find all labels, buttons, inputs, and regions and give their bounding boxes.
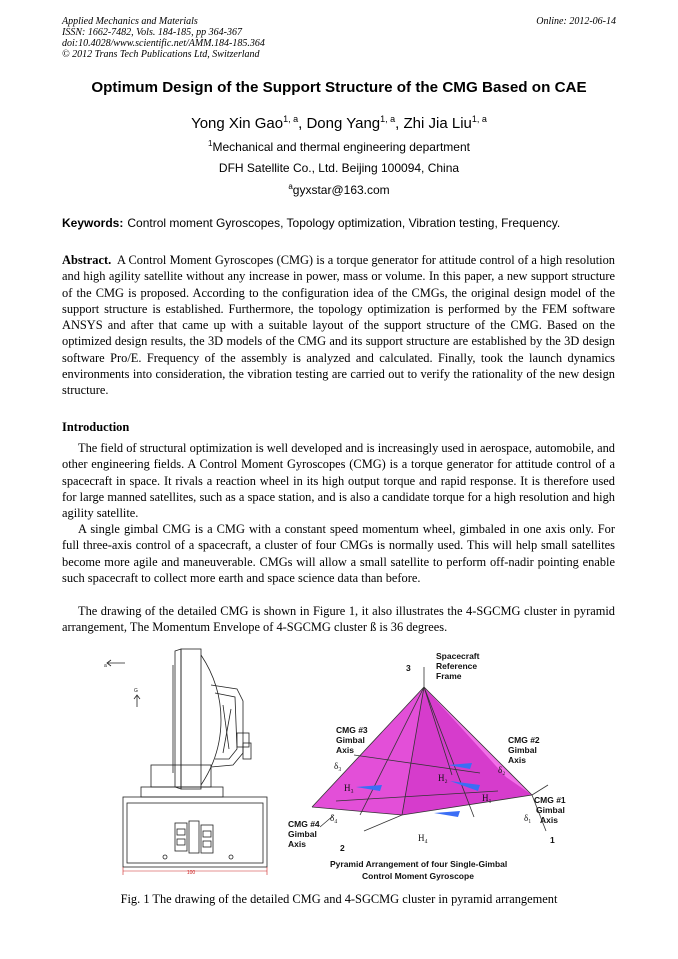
intro-paragraph-3: The drawing of the detailed CMG is shown in Figure 1, it also illustrates the 4-SGCMG cluster in pyramid arrangement, The Momentum Envelope of 4-SGCMG cluster ß is 36 degrees. (62, 604, 615, 635)
cmg1-label: CMG #1 (534, 795, 566, 805)
online-date: Online: 2012-06-14 (536, 16, 616, 27)
section-heading-introduction: Introduction (62, 420, 130, 434)
pyramid-arrangement-diagram (284, 645, 596, 889)
delta1-label: δ₁ (524, 813, 532, 823)
cmg2-axis: Axis (508, 755, 526, 765)
author-sep: , (298, 115, 307, 132)
cmg2-label: CMG #2 (508, 735, 540, 745)
author-sup: 1, a (471, 114, 487, 124)
cmg3-label: CMG #3 (336, 725, 368, 735)
cmg1-gimbal: Gimbal (536, 805, 565, 815)
author-name: Yong Xin Gao (191, 115, 284, 132)
delta4-label: δ₄ (330, 813, 338, 823)
keywords-text: Control moment Gyroscopes, Topology optimization, Vibration testing, Frequency. (127, 216, 561, 230)
cmg2-gimbal: Gimbal (508, 745, 537, 755)
copyright: © 2012 Trans Tech Publications Ltd, Switzerland (62, 49, 260, 60)
affiliation-line1 (40, 139, 638, 154)
email-link[interactable]: gyxstar@163.com (292, 183, 390, 197)
dimension-label: 100 (186, 870, 196, 875)
paper-title: Optimum Design of the Support Structure of the CMG Based on CAE (91, 79, 587, 96)
affiliation-line2: DFH Satellite Co., Ltd. Beijing 100094, China (218, 161, 460, 175)
delta3-label: δ₃ (334, 761, 342, 771)
ref-frame-label-2: Reference (436, 661, 478, 671)
h1-label: H₁ (482, 793, 492, 803)
cmg4-label: CMG #4 (288, 819, 320, 829)
email-sup: a (288, 182, 293, 191)
author-list (40, 114, 638, 132)
affil-text: Mechanical and thermal engineering department (212, 140, 470, 154)
author-sep: , (395, 115, 404, 132)
author-sup: 1, a (283, 114, 299, 124)
ref-axis-number: 3 (406, 663, 411, 673)
cmg4-gimbal: Gimbal (288, 829, 317, 839)
abstract-label: Abstract. (62, 253, 112, 267)
doi: doi:10.4028/www.scientific.net/AMM.184-185.364 (62, 38, 265, 49)
issn: ISSN: 1662-7482, Vols. 184-185, pp 364-367 (62, 27, 242, 38)
delta2-label: δ₂ (498, 765, 506, 775)
cmg1-axis: Axis (540, 815, 558, 825)
axis-number-2: 2 (340, 843, 345, 853)
journal-name: Applied Mechanics and Materials (62, 16, 198, 27)
cmg-detail-drawing (103, 645, 279, 875)
author-name: Dong Yang (306, 115, 381, 132)
keywords (62, 216, 622, 230)
h4-label: H₄ (418, 833, 428, 843)
abstract (62, 252, 615, 399)
author-sup: 1, a (380, 114, 396, 124)
cmg3-axis: Axis (336, 745, 354, 755)
pyramid-caption-1: Pyramid Arrangement of four Single-Gimbal (330, 859, 508, 869)
figure-caption: Fig. 1 The drawing of the detailed CMG and 4-SGCMG cluster in pyramid arrangement (120, 892, 558, 906)
affil-sup: 1 (208, 139, 213, 148)
h2-label: H₂ (438, 773, 448, 783)
h3-label: H₃ (344, 783, 354, 793)
ref-frame-label-1: Spacecraft (436, 651, 480, 661)
keywords-label: Keywords: (62, 216, 124, 230)
author-name: Zhi Jia Liu (403, 115, 472, 132)
abstract-text: A Control Moment Gyroscopes (CMG) is a torque generator for attitude control of a high resolution and high agility satellite without any increase in power, mass or volume. In this paper, a new support structure of the CMG is proposed. According to the configuration idea of the CMGs, the original design model of the support structure is established. Furthermore, the topology optimization is performed by the FEM software ANSYS and after that came up with a suitable layout of the support structure of the CMG. Based on the optimized design results, the 3D models of the CMG and its support structure are established by the 3D design software Pro/E. Frequency of the assembly is analyzed and calculated. Finally, took the launch dynamics environments into consideration, the vibration testing are carried out to verify the rationality of the new design structure. (62, 253, 615, 398)
journal-header (62, 16, 616, 60)
affiliation-email (40, 182, 638, 197)
pyramid-caption-2: Control Moment Gyroscope (362, 871, 474, 881)
intro-paragraph-1: The field of structural optimization is well developed and is increasingly used in aerospace, automobile, and other engineering fields. A Control Moment Gyroscopes (CMG) is a torque generator for attitude control of a spacecraft in space. It rivals a reaction wheel in its high output torque and rapid response. It is therefore used for large manned satellites, such as a space station, and is also a candidate torque for a high resolution and high agility satellite. (62, 441, 615, 521)
intro-paragraph-2: A single gimbal CMG is a CMG with a constant speed momentum wheel, gimbaled in one axis only. For full three-axis control of a spacecraft, a cluster of four CMGs is normally used. This will help small satellites become more agile and maneuverable. CMGs will allow a small satellite to perform off-nadir pointing enable such spacecraft to collect more earth and space science data than before. (62, 522, 615, 585)
cmg3-gimbal: Gimbal (336, 735, 365, 745)
arrow-label: a (104, 663, 107, 669)
ref-frame-label-3: Frame (436, 671, 462, 681)
cmg4-axis: Axis (288, 839, 306, 849)
up-arrow-label: G (134, 688, 138, 694)
axis-number-1: 1 (550, 835, 555, 845)
